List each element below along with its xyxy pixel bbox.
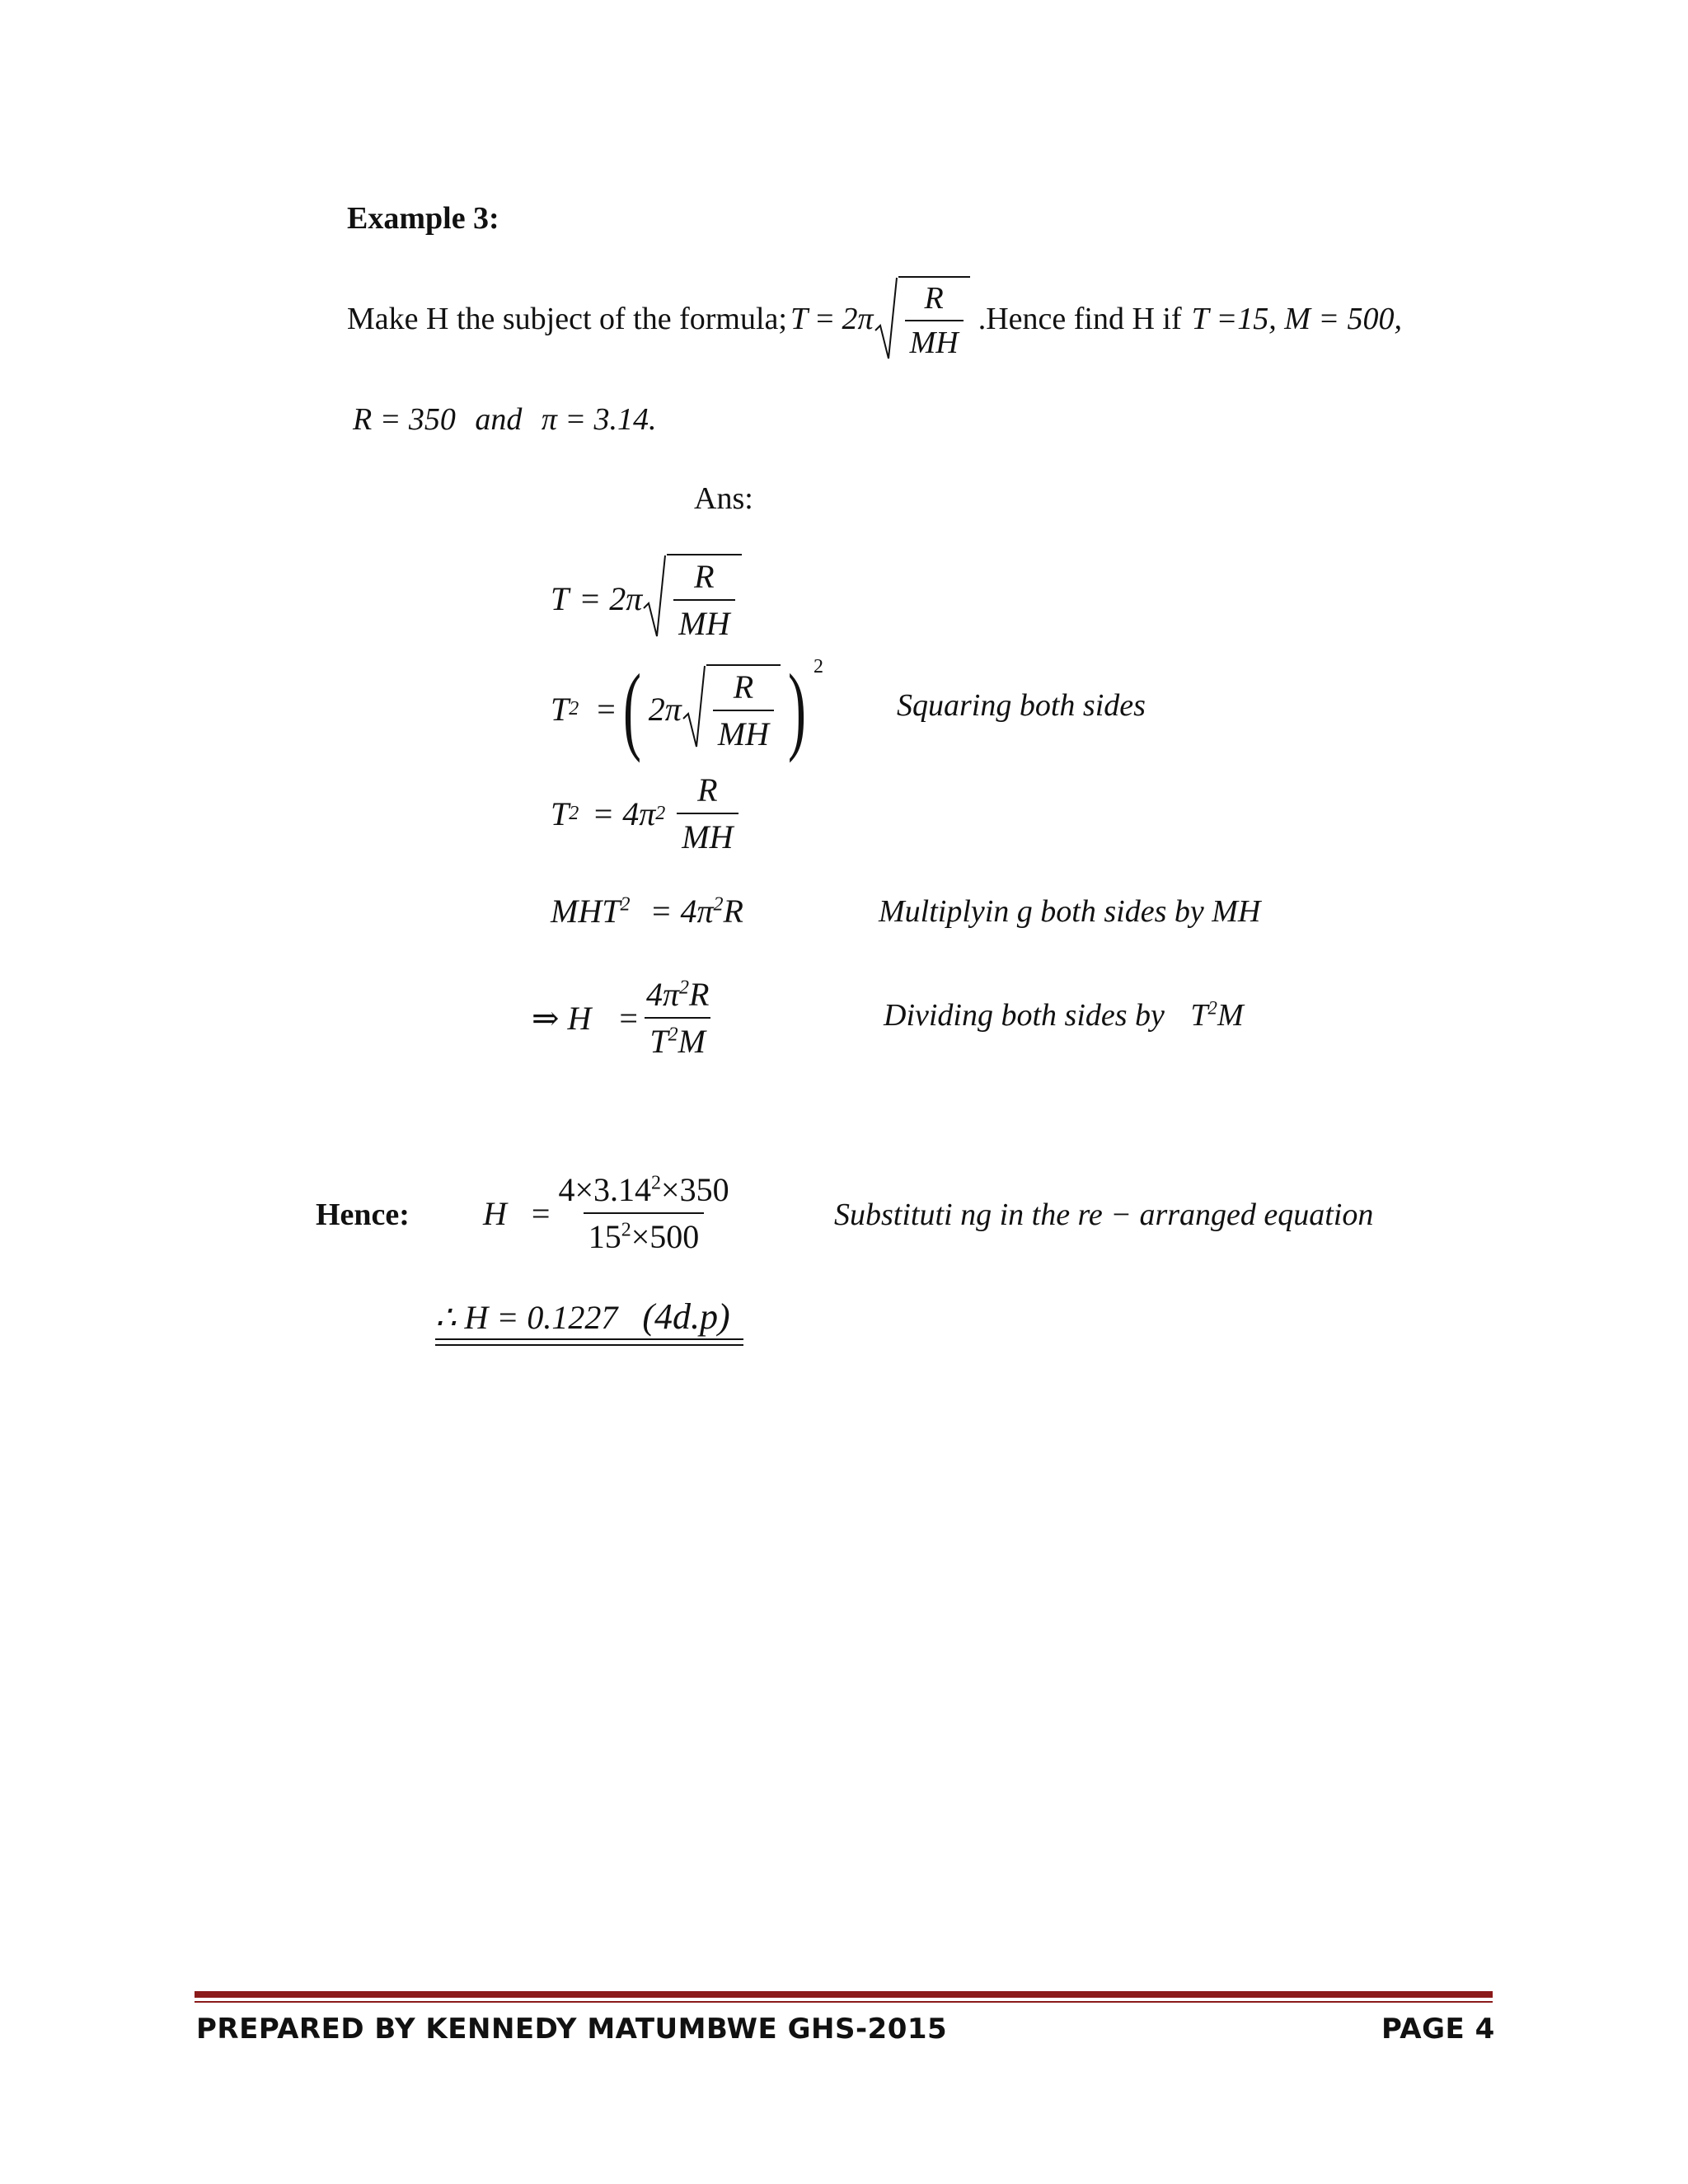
- step-2-den: MH: [713, 710, 774, 753]
- step-2-outer-exp: 2: [814, 656, 824, 677]
- step-4-exp: 2: [620, 893, 631, 916]
- step-5-note-T: T: [1190, 998, 1208, 1033]
- question-two-pi: 2π: [842, 302, 874, 336]
- question-frac-num: R: [924, 281, 944, 316]
- question-frac-den: MH: [905, 320, 964, 361]
- step-1-lhs: T: [551, 579, 570, 617]
- hence-note: Substituti ng in the re − arranged equation: [834, 1197, 1374, 1232]
- step-2-num: R: [733, 668, 754, 705]
- step-5-note-M: M: [1217, 998, 1244, 1033]
- radical-sign-icon: [874, 276, 898, 362]
- step-1-num: R: [694, 558, 715, 595]
- step-5-num-b: R: [689, 976, 710, 1013]
- step-4-note: Multiplyin g both sides by MH: [879, 894, 1261, 929]
- step-4-rhs-b: R: [723, 893, 743, 930]
- question-line: [347, 276, 1402, 362]
- example-heading: Example 3:: [347, 201, 499, 236]
- question-text-before: Make H the subject of the formula;: [347, 302, 787, 336]
- hence-den-a: 15: [588, 1218, 621, 1255]
- radical-sign-icon: [642, 554, 667, 640]
- step-5-num-exp: 2: [679, 977, 690, 999]
- question-sqrt: [874, 276, 970, 362]
- step-3-lhs: T: [551, 794, 570, 832]
- step-5-note-text: Dividing both sides by: [884, 998, 1165, 1033]
- answer-label: Ans:: [694, 481, 753, 516]
- step-2-two-pi: 2π: [648, 690, 682, 728]
- step-4-lhs: MHT: [551, 893, 621, 930]
- question-text-after: .Hence find H if: [978, 302, 1182, 336]
- step-1: [551, 554, 742, 643]
- step-5-note: [884, 997, 1244, 1033]
- hence-num-exp: 2: [651, 1172, 662, 1194]
- hence-eq: =: [531, 1194, 551, 1232]
- step-5-den-a: T: [649, 1023, 668, 1060]
- step-1-eq: = 2π: [579, 579, 643, 617]
- hence-den-exp: 2: [621, 1219, 631, 1241]
- question-given-3: π = 3.14.: [541, 402, 657, 437]
- question-line-2: [353, 401, 657, 438]
- step-1-den: MH: [673, 599, 734, 643]
- left-paren-icon: (: [622, 654, 641, 763]
- footer-rule-thick: [195, 1991, 1493, 1998]
- step-2-note: Squaring both sides: [897, 688, 1146, 723]
- step-3-den: MH: [677, 813, 738, 856]
- step-5-num-a: 4π: [645, 976, 680, 1013]
- step-2-lhs: T: [551, 690, 570, 728]
- radical-sign-icon: [682, 664, 706, 750]
- question-eq: =: [816, 302, 834, 336]
- final-result-dp: (4d.p): [642, 1296, 730, 1337]
- hence-equation: [483, 1170, 738, 1256]
- step-5-eq: =: [619, 999, 638, 1037]
- step-5: [532, 975, 717, 1061]
- hence-lhs: H: [483, 1194, 507, 1232]
- hence-num-a: 4×3.14: [558, 1171, 652, 1208]
- step-4: [551, 892, 743, 930]
- step-4-rhs-a: = 4π: [649, 893, 714, 930]
- hence-num-b: ×350: [661, 1171, 729, 1208]
- question-T: T: [790, 302, 809, 336]
- hence-den-b: ×500: [631, 1218, 700, 1255]
- question-given-2: R = 350: [353, 402, 456, 437]
- step-3-eq: = 4π: [592, 794, 656, 832]
- step-4-exp2: 2: [713, 893, 724, 916]
- step-3-num: R: [697, 771, 718, 808]
- question-and: and: [475, 402, 523, 437]
- final-result-value: ∴ H = 0.1227: [435, 1299, 618, 1336]
- final-result: [435, 1296, 730, 1338]
- step-5-den-b: M: [678, 1023, 706, 1060]
- hence-label: Hence:: [316, 1197, 410, 1232]
- step-2: T 2 = ( 2π $\frac{R}{MH}$ ) 2: [551, 654, 824, 763]
- step-3: T 2 = 4π 2 $\frac{R}{MH}$: [551, 771, 742, 856]
- step-5-arrow: ⇒ H: [532, 999, 592, 1037]
- result-underline-top: [435, 1338, 743, 1340]
- step-5-den-exp: 2: [668, 1024, 678, 1046]
- question-given-1: T =15, M = 500,: [1191, 302, 1402, 336]
- right-paren-icon: ): [788, 654, 807, 763]
- footer-rule-thin: [195, 2001, 1493, 2003]
- step-2-sqrt: [682, 664, 781, 753]
- step-5-note-exp: 2: [1207, 997, 1217, 1019]
- footer-page-number: PAGE 4: [1381, 2013, 1495, 2046]
- result-underline-bottom: [435, 1344, 743, 1346]
- footer-left: PREPARED BY KENNEDY MATUMBWE GHS-2015: [196, 2013, 948, 2046]
- step-1-sqrt: [642, 554, 741, 643]
- step-2-eq: =: [597, 690, 616, 728]
